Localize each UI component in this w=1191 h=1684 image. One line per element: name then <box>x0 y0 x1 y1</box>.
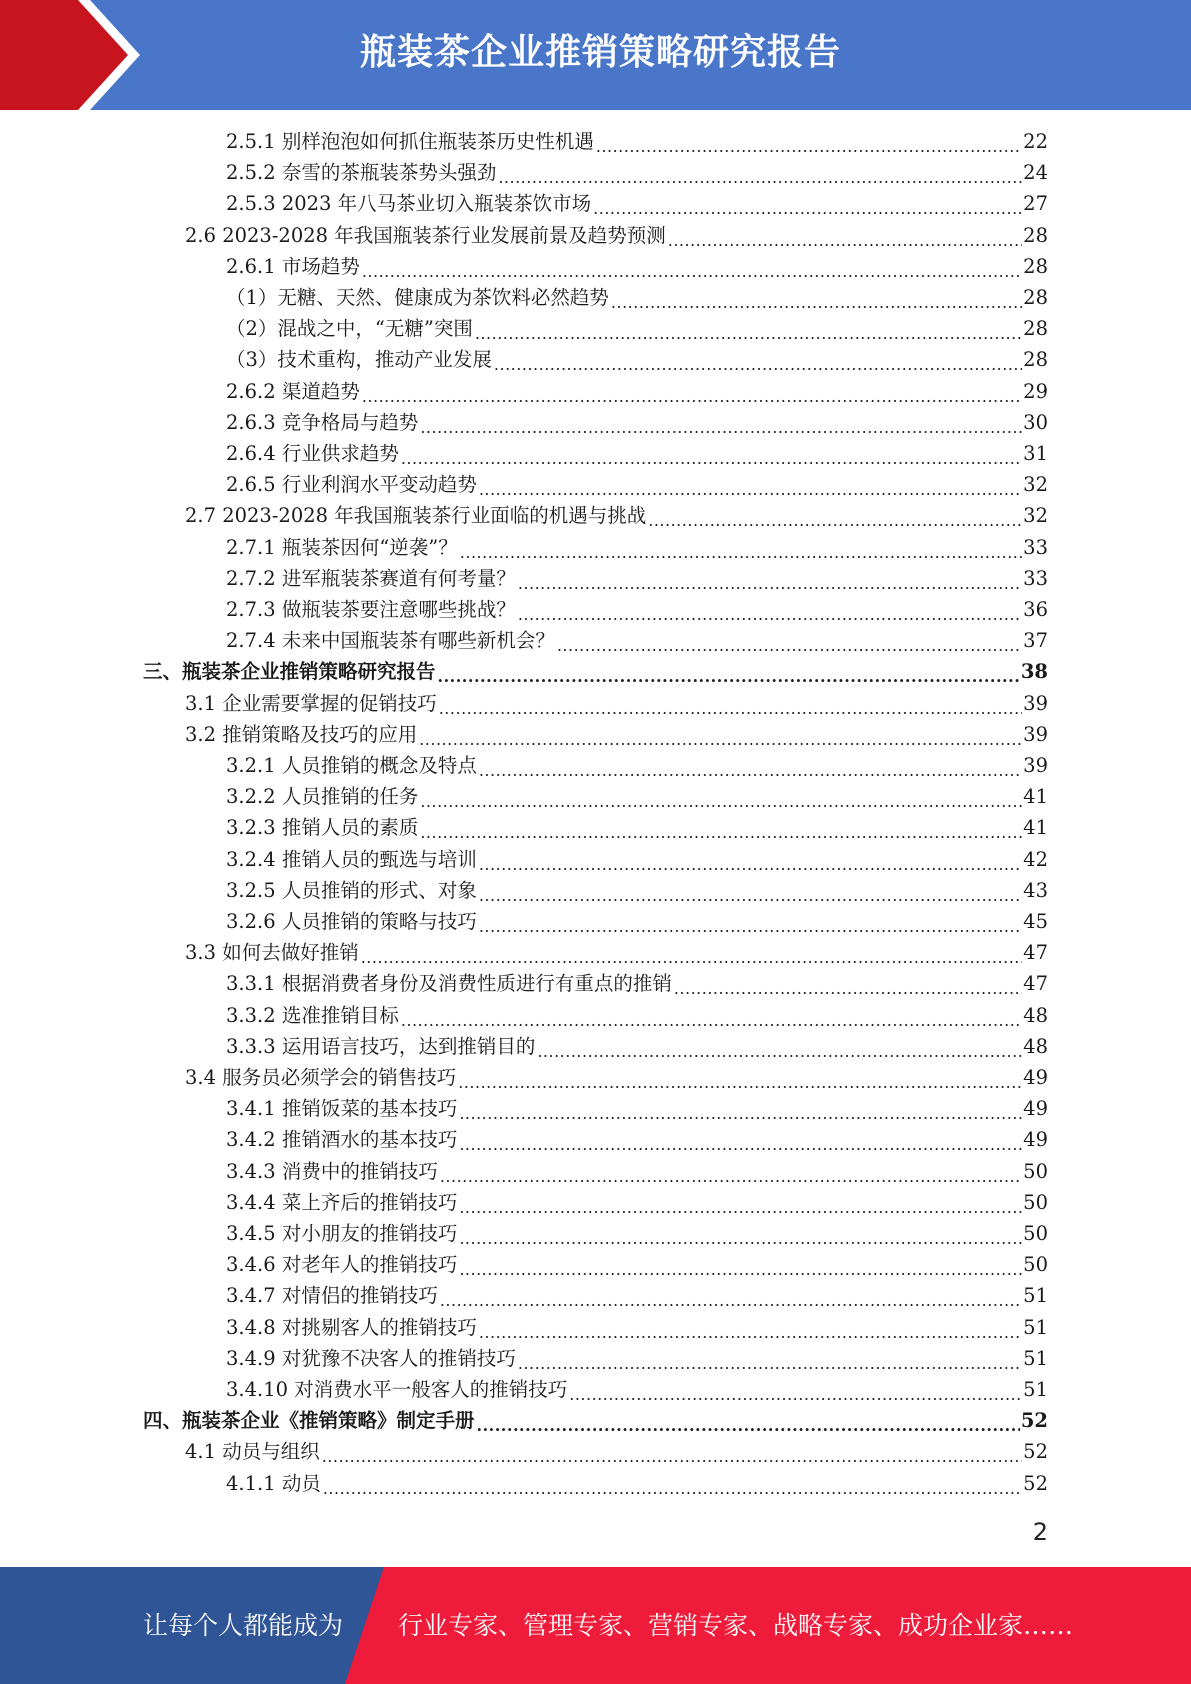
toc-leader-dots <box>420 781 1022 812</box>
toc-entry[interactable] <box>226 1031 1048 1062</box>
toc-entry-page: 52 <box>1023 1440 1048 1464</box>
toc-entry[interactable] <box>226 126 1048 157</box>
toc-entry-page: 36 <box>1023 598 1048 621</box>
toc-entry-label: 2.6.2 渠道趋势 <box>226 379 360 403</box>
toc-entry-page: 48 <box>1023 1034 1048 1058</box>
toc-entry[interactable] <box>185 719 1048 750</box>
toc-entry[interactable] <box>226 844 1048 875</box>
toc-entry-label: 2.7 2023-2028 年我国瓶装茶行业面临的机遇与挑战 <box>185 504 647 528</box>
toc-entry-page: 50 <box>1023 1159 1048 1183</box>
toc-entry[interactable] <box>226 157 1048 188</box>
toc-leader-dots <box>459 1218 1022 1249</box>
toc-entry-label: 3.4.9 对犹豫不决客人的推销技巧 <box>226 1346 516 1370</box>
toc-leader-dots <box>322 1436 1022 1467</box>
toc-leader-dots <box>362 251 1022 282</box>
toc-entry[interactable] <box>226 1218 1048 1249</box>
toc-entry-label: 3.2.6 人员推销的策略与技巧 <box>226 910 477 933</box>
toc-entry-label: 2.5.3 2023 年八马茶业切入瓶装茶饮市场 <box>226 192 592 216</box>
toc-entry[interactable] <box>226 1124 1048 1155</box>
toc-leader-dots <box>438 656 1020 687</box>
toc-entry[interactable] <box>226 750 1048 781</box>
toc-leader-dots <box>420 407 1022 438</box>
toc-entry[interactable] <box>185 500 1048 531</box>
toc-entry-page: 28 <box>1023 286 1048 309</box>
toc-entry-label: （1）无糖、天然、健康成为茶饮料必然趋势 <box>226 286 609 309</box>
toc-entry-label: 3.4.1 推销饭菜的基本技巧 <box>226 1097 458 1121</box>
toc-entry[interactable] <box>185 1436 1048 1467</box>
toc-leader-dots <box>439 688 1022 719</box>
toc-entry[interactable] <box>143 1405 1048 1436</box>
toc-leader-dots <box>459 1093 1022 1124</box>
toc-entry-label: 3.2 推销策略及技巧的应用 <box>185 722 418 746</box>
toc-entry-page: 47 <box>1023 941 1048 965</box>
toc-leader-dots <box>479 469 1022 500</box>
toc-leader-dots <box>459 1187 1022 1218</box>
toc-entry-label: 3.2.5 人员推销的形式、对象 <box>226 878 477 902</box>
toc-leader-dots <box>475 313 1022 344</box>
toc-entry-label: 3.4.8 对挑剔客人的推销技巧 <box>226 1315 477 1339</box>
toc-entry-page: 49 <box>1023 1097 1048 1121</box>
toc-entry[interactable] <box>226 594 1048 625</box>
page-footer <box>0 1567 1191 1684</box>
toc-leader-dots <box>362 376 1022 407</box>
toc-leader-dots <box>477 1405 1020 1436</box>
toc-entry-page: 52 <box>1023 1471 1048 1495</box>
toc-leader-dots <box>518 1343 1022 1374</box>
page-number: 2 <box>1032 1518 1048 1546</box>
toc-entry-label: 3.3.1 根据消费者身份及消费性质进行有重点的推销 <box>226 972 672 996</box>
document-title: 瓶装茶企业推销策略研究报告 <box>359 32 841 73</box>
toc-entry-page: 43 <box>1023 878 1048 902</box>
toc-entry-label: 2.6.3 竞争格局与趋势 <box>226 410 419 434</box>
toc-entry[interactable] <box>226 376 1048 407</box>
toc-entry-label: 2.7.4 未来中国瓶装茶有哪些新机会？ <box>226 629 555 653</box>
toc-entry-label: 2.7.1 瓶装茶因何“逆袭”？ <box>226 535 458 559</box>
toc-leader-dots <box>668 220 1022 251</box>
toc-entry-label: 3.4.10 对消费水平一般客人的推销技巧 <box>226 1378 568 1401</box>
toc-entry[interactable] <box>226 1374 1048 1405</box>
toc-leader-dots <box>479 844 1022 875</box>
toc-entry[interactable] <box>226 563 1048 594</box>
toc-entry-label: 3.4.4 菜上齐后的推销技巧 <box>226 1190 458 1214</box>
toc-entry[interactable] <box>185 220 1048 251</box>
toc-entry[interactable] <box>185 688 1048 719</box>
toc-leader-dots <box>557 625 1022 656</box>
toc-entry-label: 2.5.1 别样泡泡如何抓住瓶装茶历史性机遇 <box>226 130 594 153</box>
toc-entry[interactable] <box>226 469 1048 500</box>
toc-entry-label: 3.4 服务员必须学会的销售技巧 <box>185 1066 457 1089</box>
toc-entry-page: 42 <box>1023 847 1048 871</box>
toc-entry-page: 52 <box>1020 1409 1048 1433</box>
toc-entry-page: 51 <box>1023 1315 1048 1339</box>
toc-leader-dots <box>401 1000 1022 1031</box>
toc-entry-page: 31 <box>1023 442 1048 465</box>
toc-entry-label: 3.1 企业需要掌握的促销技巧 <box>185 691 437 715</box>
toc-leader-dots <box>440 1156 1022 1187</box>
toc-entry[interactable] <box>226 1312 1048 1343</box>
toc-entry[interactable] <box>226 625 1048 656</box>
toc-entry-page: 41 <box>1023 785 1048 809</box>
toc-entry[interactable] <box>226 532 1048 563</box>
toc-entry-label: （3）技术重构，推动产业发展 <box>226 348 492 372</box>
toc-leader-dots <box>419 719 1022 750</box>
toc-entry-label: 3.4.2 推销酒水的基本技巧 <box>226 1128 458 1152</box>
toc-entry-page: 30 <box>1023 410 1048 434</box>
toc-entry-label: 3.3.3 运用语言技巧，达到推销目的 <box>226 1034 536 1058</box>
toc-entry[interactable] <box>226 188 1048 219</box>
toc-entry[interactable] <box>226 968 1048 999</box>
toc-entry-label: （2）混战之中，“无糖”突围 <box>226 317 473 341</box>
toc-entry-page: 28 <box>1023 223 1048 247</box>
toc-entry[interactable] <box>226 251 1048 282</box>
toc-entry-page: 33 <box>1023 535 1048 559</box>
toc-leader-dots <box>479 906 1022 937</box>
toc-entry-label: 2.6.1 市场趋势 <box>226 254 360 278</box>
toc-entry[interactable] <box>226 313 1048 344</box>
toc-entry-label: 3.2.2 人员推销的任务 <box>226 785 419 809</box>
toc-entry-page: 29 <box>1023 379 1048 403</box>
toc-entry[interactable] <box>226 1280 1048 1311</box>
toc-entry[interactable] <box>226 1000 1048 1031</box>
toc-entry-page: 50 <box>1023 1253 1048 1277</box>
toc-leader-dots <box>323 1468 1022 1499</box>
toc-entry-page: 39 <box>1023 754 1048 777</box>
toc-entry[interactable] <box>226 438 1048 469</box>
toc-entry-page: 24 <box>1023 161 1048 185</box>
toc-entry-label: 2.6 2023-2028 年我国瓶装茶行业发展前景及趋势预测 <box>185 223 666 247</box>
toc-entry-page: 28 <box>1023 254 1048 278</box>
toc-entry-label: 3.3.2 选准推销目标 <box>226 1003 399 1027</box>
toc-entry-page: 48 <box>1023 1003 1048 1027</box>
toc-leader-dots <box>420 812 1022 843</box>
toc-entry[interactable] <box>226 875 1048 906</box>
toc-entry-page: 50 <box>1023 1190 1048 1214</box>
toc-entry-label: 2.5.2 奈雪的茶瓶装茶势头强劲 <box>226 161 497 185</box>
toc-entry-label: 3.4.5 对小朋友的推销技巧 <box>226 1222 458 1245</box>
toc-entry-page: 28 <box>1023 317 1048 341</box>
toc-entry-page: 28 <box>1023 348 1048 372</box>
footer-tagline: 行业专家、管理专家、营销专家、战略专家、成功企业家…… <box>398 1611 1074 1640</box>
toc-entry-page: 33 <box>1023 566 1048 590</box>
toc-entry-page: 32 <box>1023 473 1048 497</box>
toc-leader-dots <box>479 750 1022 781</box>
toc-leader-dots <box>459 1249 1022 1280</box>
toc-leader-dots <box>479 875 1022 906</box>
toc-leader-dots <box>498 157 1022 188</box>
toc-entry[interactable] <box>226 1249 1048 1280</box>
toc-entry-page: 27 <box>1023 192 1048 216</box>
toc-entry-label: 3.2.1 人员推销的概念及特点 <box>226 754 477 777</box>
toc-entry-label: 3.4.7 对情侣的推销技巧 <box>226 1284 438 1308</box>
toc-leader-dots <box>459 1124 1022 1155</box>
toc-leader-dots <box>479 1312 1022 1343</box>
toc-entry-page: 32 <box>1023 504 1048 528</box>
toc-entry-label: 四、瓶装茶企业《推销策略》制定手册 <box>143 1409 475 1433</box>
toc-entry-label: 3.4.3 消费中的推销技巧 <box>226 1159 438 1183</box>
toc-entry[interactable] <box>226 1156 1048 1187</box>
toc-leader-dots <box>648 500 1022 531</box>
toc-leader-dots <box>361 937 1022 968</box>
toc-entry-page: 38 <box>1020 660 1048 684</box>
toc-leader-dots <box>518 594 1022 625</box>
toc-entry[interactable] <box>226 906 1048 937</box>
toc-entry-page: 37 <box>1023 629 1048 653</box>
toc-entry-page: 51 <box>1023 1378 1048 1401</box>
toc-entry[interactable] <box>226 407 1048 438</box>
toc-entry-page: 51 <box>1023 1346 1048 1370</box>
toc-entry-page: 51 <box>1023 1284 1048 1308</box>
toc-entry[interactable] <box>226 1093 1048 1124</box>
toc-entry[interactable] <box>226 781 1048 812</box>
toc-entry[interactable] <box>226 1468 1048 1499</box>
toc-entry-label: 2.6.5 行业利润水平变动趋势 <box>226 473 477 497</box>
toc-leader-dots <box>440 1280 1022 1311</box>
toc-entry-page: 39 <box>1023 722 1048 746</box>
toc-entry-page: 22 <box>1023 130 1048 153</box>
toc-entry-label: 3.2.3 推销人员的素质 <box>226 816 419 840</box>
toc-entry[interactable] <box>226 1343 1048 1374</box>
toc-entry-page: 50 <box>1023 1222 1048 1245</box>
toc-entry[interactable] <box>226 1187 1048 1218</box>
toc-entry-label: 3.3 如何去做好推销 <box>185 941 359 965</box>
toc-leader-dots <box>518 563 1022 594</box>
toc-entry-page: 45 <box>1023 910 1048 933</box>
toc-leader-dots <box>674 968 1022 999</box>
toc-entry-label: 3.2.4 推销人员的甄选与培训 <box>226 847 477 871</box>
toc-entry[interactable] <box>226 344 1048 375</box>
toc-leader-dots <box>537 1031 1022 1062</box>
toc-entry-page: 39 <box>1023 691 1048 715</box>
toc-leader-dots <box>596 126 1022 157</box>
toc-entry-label: 2.7.2 进军瓶装茶赛道有何考量？ <box>226 566 516 590</box>
toc-entry-label: 4.1 动员与组织 <box>185 1440 320 1464</box>
toc-entry-page: 47 <box>1023 972 1048 996</box>
page-header <box>0 0 1191 110</box>
toc-leader-dots <box>593 188 1022 219</box>
toc-leader-dots <box>569 1374 1022 1405</box>
toc-entry[interactable] <box>185 1062 1048 1093</box>
toc-entry[interactable] <box>143 656 1048 687</box>
toc-entry-label: 3.4.6 对老年人的推销技巧 <box>226 1253 458 1277</box>
toc-entry-label: 三、瓶装茶企业推销策略研究报告 <box>143 660 436 684</box>
toc-leader-dots <box>494 344 1022 375</box>
footer-slogan: 让每个人都能成为 <box>143 1611 344 1640</box>
toc-leader-dots <box>401 438 1022 469</box>
toc-leader-dots <box>611 282 1022 313</box>
toc-entry[interactable] <box>226 812 1048 843</box>
toc-leader-dots <box>458 1062 1022 1093</box>
toc-entry-page: 49 <box>1023 1128 1048 1152</box>
toc-entry-label: 2.7.3 做瓶装茶要注意哪些挑战？ <box>226 598 516 621</box>
toc-entry-page: 41 <box>1023 816 1048 840</box>
toc-entry-page: 49 <box>1023 1066 1048 1089</box>
toc-entry-label: 2.6.4 行业供求趋势 <box>226 442 399 465</box>
toc-entry[interactable] <box>226 282 1048 313</box>
toc-entry[interactable] <box>185 937 1048 968</box>
toc-leader-dots <box>460 532 1022 563</box>
toc-entry-label: 4.1.1 动员 <box>226 1471 321 1495</box>
